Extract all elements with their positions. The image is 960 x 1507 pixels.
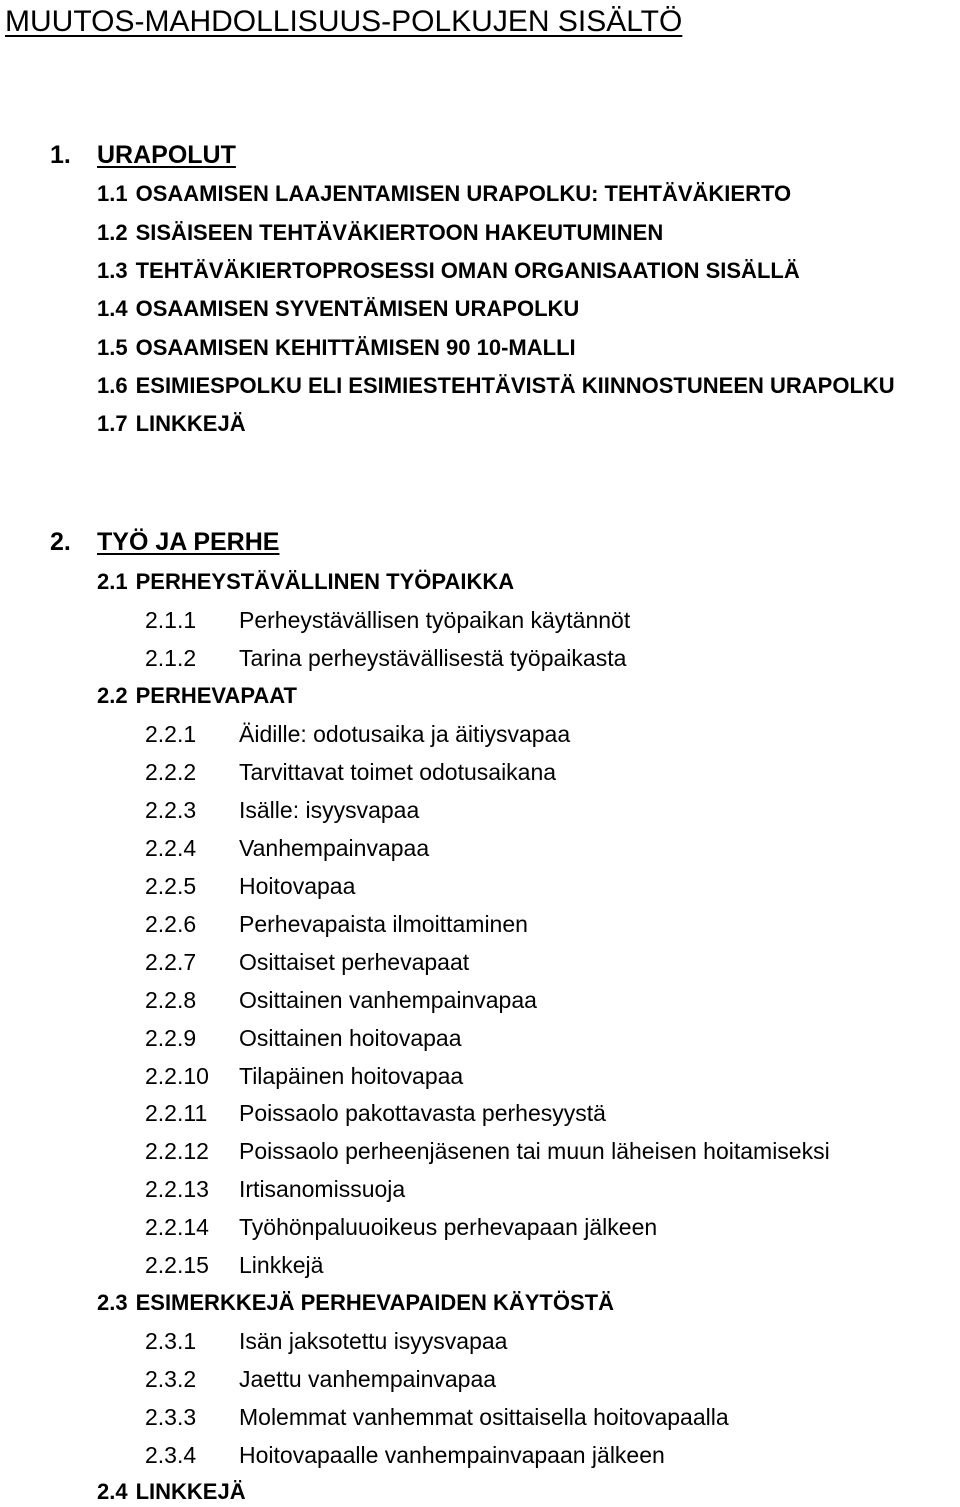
item-title: Poissaolo perheenjäsenen tai muun läheisen hoitamiseksi — [239, 1138, 830, 1164]
toc-subsection-2-3 — [97, 1288, 614, 1318]
item-title: OSAAMISEN SYVENTÄMISEN URAPOLKU — [135, 296, 580, 321]
item-number: 2.2.2 — [145, 759, 197, 785]
toc-subsection-2-2 — [97, 681, 297, 711]
toc-item-2-3-1 — [145, 1326, 507, 1356]
item-number: 2.3.3 — [145, 1404, 197, 1430]
item-title: LINKKEJÄ — [135, 411, 246, 436]
item-title: Hoitovapaa — [239, 873, 356, 899]
toc-item-2-3-4 — [145, 1440, 665, 1470]
item-title: ESIMERKKEJÄ PERHEVAPAIDEN KÄYTÖSTÄ — [135, 1290, 614, 1315]
toc-item-1-2 — [97, 218, 663, 248]
item-number: 2.1.2 — [145, 645, 197, 671]
item-number: 2.2.14 — [145, 1214, 209, 1240]
item-title: Tilapäinen hoitovapaa — [239, 1063, 464, 1089]
item-number: 2.3.1 — [145, 1328, 197, 1354]
item-title: Vanhempainvapaa — [239, 835, 430, 861]
toc-item-2-2-3 — [145, 795, 419, 825]
toc-item-2-2-1 — [145, 719, 570, 749]
item-title: PERHEVAPAAT — [135, 683, 297, 708]
item-number: 2.2.8 — [145, 987, 197, 1013]
item-title: Poissaolo pakottavasta perhesyystä — [239, 1100, 606, 1126]
item-title: Osittainen vanhempainvapaa — [239, 987, 537, 1013]
section-title: TYÖ JA PERHE — [97, 528, 280, 556]
document-title: MUUTOS-MAHDOLLISUUS-POLKUJEN SISÄLTÖ — [5, 5, 683, 38]
item-title: OSAAMISEN KEHITTÄMISEN 90 10-MALLI — [135, 335, 576, 360]
item-number: 2.3.2 — [145, 1366, 197, 1392]
item-title: Tarvittavat toimet odotusaikana — [239, 759, 557, 785]
item-number: 2.4 — [97, 1479, 128, 1504]
item-title: Jaettu vanhempainvapaa — [239, 1366, 497, 1392]
toc-item-2-3-2 — [145, 1364, 496, 1394]
toc-item-1-3 — [97, 256, 800, 286]
item-title: Tarina perheystävällisestä työpaikasta — [239, 645, 627, 671]
toc-item-2-3-3 — [145, 1402, 729, 1432]
item-number: 2.3 — [97, 1290, 128, 1315]
item-number: 2.2.10 — [145, 1063, 209, 1089]
toc-item-2-2-5 — [145, 871, 355, 901]
item-title: Irtisanomissuoja — [239, 1176, 406, 1202]
item-number: 1.4 — [97, 296, 128, 321]
item-title: Perheystävällisen työpaikan käytännöt — [239, 607, 631, 633]
item-title: Linkkejä — [239, 1252, 324, 1278]
item-title: Hoitovapaalle vanhempainvapaan jälkeen — [239, 1442, 665, 1468]
toc-item-2-2-13 — [145, 1174, 405, 1204]
item-title: Äidille: odotusaika ja äitiysvapaa — [239, 721, 571, 747]
toc-item-2-1-2 — [145, 643, 626, 673]
item-title: Osittainen hoitovapaa — [239, 1025, 462, 1051]
toc-item-2-2-7 — [145, 947, 469, 977]
item-title: PERHEYSTÄVÄLLINEN TYÖPAIKKA — [135, 569, 515, 594]
toc-item-1-1 — [97, 179, 791, 209]
item-number: 2.3.4 — [145, 1442, 197, 1468]
item-title: Isän jaksotettu isyysvapaa — [239, 1328, 508, 1354]
item-number: 2.2.4 — [145, 835, 197, 861]
item-title: Perhevapaista ilmoittaminen — [239, 911, 528, 937]
item-title: LINKKEJÄ — [135, 1479, 246, 1504]
toc-item-2-1-1 — [145, 605, 630, 635]
item-title: ESIMIESPOLKU ELI ESIMIESTEHTÄVISTÄ KIINNOSTUNEEN URAPOLKU — [135, 373, 895, 398]
item-title: Molemmat vanhemmat osittaisella hoitovapaalla — [239, 1404, 729, 1430]
item-number: 2.1.1 — [145, 607, 197, 633]
item-number: 2.2.9 — [145, 1025, 197, 1051]
item-number: 2.2 — [97, 683, 128, 708]
section-heading-1 — [50, 140, 236, 170]
toc-item-2-2-15 — [145, 1250, 323, 1280]
item-number: 2.2.12 — [145, 1138, 209, 1164]
section-heading-2 — [50, 527, 279, 557]
item-number: 1.5 — [97, 335, 128, 360]
item-title: Työhönpaluuoikeus perhevapaan jälkeen — [239, 1214, 658, 1240]
item-number: 2.2.13 — [145, 1176, 209, 1202]
toc-subsection-2-1 — [97, 567, 514, 597]
item-number: 2.2.6 — [145, 911, 197, 937]
toc-item-1-5 — [97, 333, 576, 363]
toc-item-2-2-9 — [145, 1023, 462, 1053]
toc-item-2-2-12 — [145, 1136, 830, 1166]
item-number: 2.2.1 — [145, 721, 197, 747]
item-number: 2.2.3 — [145, 797, 197, 823]
toc-item-1-7 — [97, 409, 246, 439]
toc-item-2-2-11 — [145, 1098, 606, 1128]
section-title: URAPOLUT — [97, 141, 236, 169]
item-title: Isälle: isyysvapaa — [239, 797, 420, 823]
toc-item-2-2-10 — [145, 1061, 463, 1091]
item-title: TEHTÄVÄKIERTOPROSESSI OMAN ORGANISAATION SISÄLLÄ — [135, 258, 800, 283]
toc-item-2-2-4 — [145, 833, 429, 863]
section-number: 1. — [50, 141, 71, 169]
item-number: 1.3 — [97, 258, 128, 283]
item-number: 2.1 — [97, 569, 128, 594]
section-number: 2. — [50, 528, 71, 556]
toc-item-2-2-14 — [145, 1212, 657, 1242]
item-number: 1.6 — [97, 373, 128, 398]
toc-item-2-2-8 — [145, 985, 537, 1015]
item-number: 2.2.15 — [145, 1252, 209, 1278]
item-title: SISÄISEEN TEHTÄVÄKIERTOON HAKEUTUMINEN — [135, 220, 664, 245]
item-number: 2.2.5 — [145, 873, 197, 899]
item-number: 2.2.11 — [145, 1100, 208, 1126]
toc-item-1-4 — [97, 294, 579, 324]
item-title: Osittaiset perhevapaat — [239, 949, 470, 975]
toc-item-1-6 — [97, 371, 895, 401]
toc-item-2-2-6 — [145, 909, 528, 939]
item-title: OSAAMISEN LAAJENTAMISEN URAPOLKU: TEHTÄVÄKIERTO — [135, 181, 792, 206]
item-number: 1.1 — [97, 181, 128, 206]
item-number: 1.7 — [97, 411, 128, 436]
toc-item-2-2-2 — [145, 757, 556, 787]
item-number: 1.2 — [97, 220, 128, 245]
item-number: 2.2.7 — [145, 949, 197, 975]
